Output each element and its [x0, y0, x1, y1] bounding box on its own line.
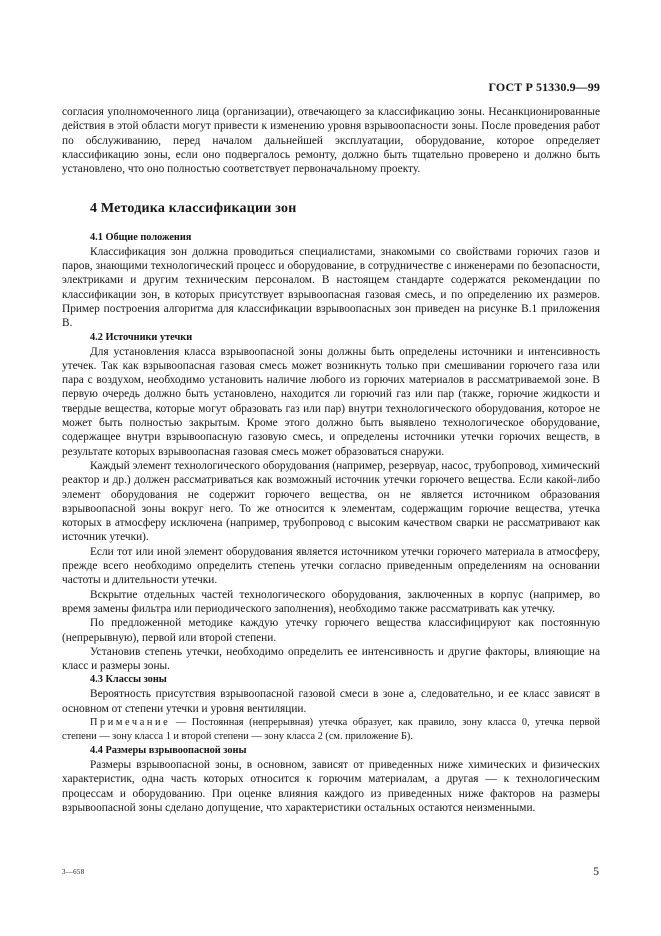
note-label: Примечание	[90, 716, 171, 728]
subsection-4-1-title: 4.1 Общие положения	[90, 231, 192, 243]
paragraph: Для установления класса взрывоопасной зоны должны быть определены источники и интенсивность утечек. Так как взрывоопасная газовая смесь может возникнуть только при смешивании горючего газа или пара с воздухом, необходимо установить наличие любого из горючих материалов в рассматриваемой зоне. В первую очередь должно быть установлено, находится ли горючий газ или пар (также, горючие жидкости и твердые вещества, которые могут образовать газ или пар) внутри технологического оборудования, которое не может быть полностью закрытым. Кроме этого должно быть выявлено технологическое оборудование, содержащее внутри взрывоопасную газовую смесь, и определены источники утечки горючих веществ, в результате которых взрывоопасная газовая смесь может образоваться снаружи.	[62, 345, 600, 458]
page-number: 5	[593, 866, 599, 878]
paragraph: По предложенной методике каждую утечку горючего вещества классифицируют как постоянную (непрерывную), первой или второй степени.	[62, 617, 600, 644]
paragraph: Вероятность присутствия взрывоопасной газовой смеси в зоне а, следовательно, и ее класс зависят в основном от степени утечки и уровня вентиляции.	[62, 688, 600, 715]
section-4-title: 4 Методика классификации зон	[90, 201, 297, 217]
print-code: 3—658	[62, 868, 85, 876]
paragraph: Если тот или иной элемент оборудования является источником утечки горючего материала в атмосферу, прежде всего необходимо определить степень утечки согласно приведенным определениям на основании частоты и длительности утечки.	[62, 545, 600, 587]
paragraph: Размеры взрывоопасной зоны, в основном, зависят от приведенных ниже химических и физических характеристик, одна часть которых относится к горючим материалам, а другая — к технологическим процессам и оборудованию. При оценке влияния каждого из приведенных ниже факторов на размеры взрывоопасной зоны сделано допущение, что характеристики остальных остаются неизменными.	[62, 758, 600, 814]
note-paragraph	[62, 716, 600, 744]
note-text: — Постоянная (непрерывная) утечка образует, как правило, зону класса 0, утечка первой степени — зону класса 1 и второй степени — зону класса 2 (см. приложение Б).	[62, 716, 600, 742]
document-body	[62, 105, 600, 815]
paragraph: Классификация зон должна проводиться специалистами, знакомыми со свойствами горючих газов и паров, знающими технологический процесс и оборудование, в сотрудничестве с инженерами по безопасности, электриками и другим техническим персоналом. В настоящем стандарте содержатся рекомендации по классификации зон, в которых присутствует взрывоопасная газовая смесь, и по определению их размеров. Пример построения алгоритма для классификации взрывоопасных зон приведен на рисунке В.1 приложения В.	[62, 245, 600, 330]
subsection-4-2-title: 4.2 Источники утечки	[90, 331, 193, 343]
subsection-4-4-title: 4.4 Размеры взрывоопасной зоны	[90, 744, 247, 756]
standard-header: ГОСТ Р 51330.9—99	[488, 80, 600, 94]
paragraph: Установив степень утечки, необходимо определить ее интенсивность и другие факторы, влияющие на класс и размеры зоны.	[62, 645, 600, 673]
paragraph: Каждый элемент технологического оборудования (например, резервуар, насос, трубопровод, химический реактор и др.) должен рассматриваться как возможный источник утечки горючего вещества. Если какой-либо элемент оборудования не содержит горючего вещества, он не является источником образования взрывоопасной зоны вокруг него. То же относится к элементам, содержащим горючие вещества, утечка которых в атмосферу исключена (например, трубопровод с высоким качеством сварки не рассматривают как источник утечки).	[62, 459, 600, 544]
intro-paragraph: согласия уполномоченного лица (организации), отвечающего за классификацию зоны. Несанкционированные действия в этой области могут привести к изменению уровня взрывоопасности зоны. После проведения работ по обслуживанию, перед началом дальнейшей эксплуатации, оборудование, которое определяет классификацию зоны, если оно подвергалось ремонту, должно быть тщательно проверено и должно быть установлено, что оно полностью соответствует первоначальному проекту.	[62, 106, 600, 176]
subsection-4-3-title: 4.3 Классы зоны	[90, 674, 167, 686]
paragraph: Вскрытие отдельных частей технологического оборудования, заключенных в корпус (например, во время замены фильтра или периодического заполнения), необходимо также рассматривать как утечку.	[62, 588, 600, 615]
